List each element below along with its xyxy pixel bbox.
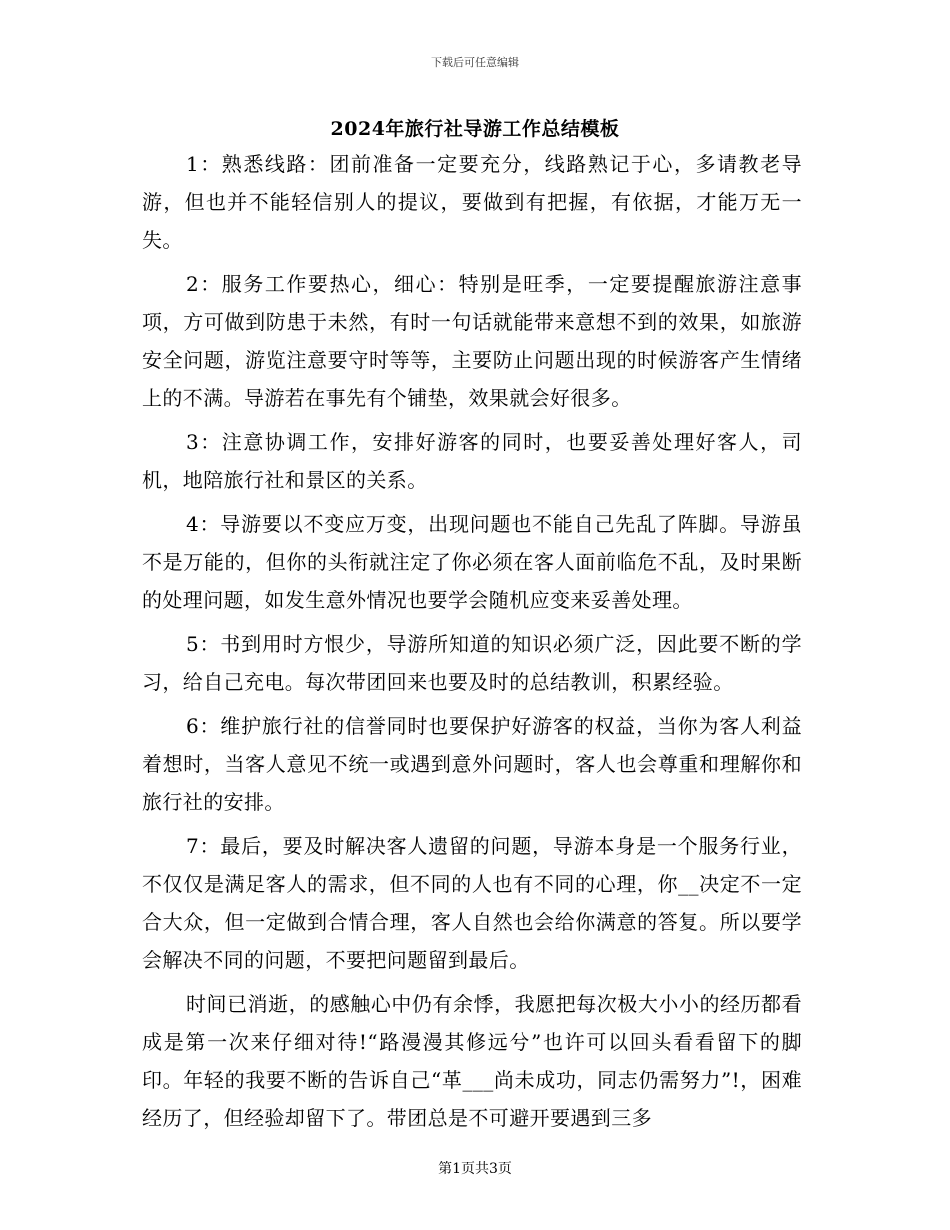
paragraph-8: 时间已消逝，的感触心中仍有余悸，我愿把每次极大小小的经历都看成是第一次来仔细对待!“路漫漫其修远兮”也许可以回头看看留下的脚印。年轻的我要不断的告诉自己“革___尚未成功，同志仍需努力”!，困难经历了，但经验却留下了。带团总是不可避开要遇到三多 <box>142 992 802 1130</box>
document-body <box>142 145 802 1137</box>
paragraph-7: 7：最后，要及时解决客人遗留的问题，导游本身是一个服务行业，不仅仅是满足客人的需求，但不同的人也有不同的心理，你__决定不一定合大众，但一定做到合情合理，客人自然也会给你满意的答复。所以要学会解决不同的问题，不要把问题留到最后。 <box>142 834 802 972</box>
paragraph-5: 5：书到用时方恨少，导游所知道的知识必须广泛，因此要不断的学习，给自己充电。每次带团回来也要及时的总结教训，积累经验。 <box>142 632 802 694</box>
paragraph-1: 1：熟悉线路：团前准备一定要充分，线路熟记于心，多请教老导游，但也并不能轻信别人的提议，要做到有把握，有依据，才能万无一失。 <box>142 152 802 252</box>
page-header-note: 下载后可任意编辑 <box>431 56 519 69</box>
document-title: 2024年旅行社导游工作总结模板 <box>330 118 620 140</box>
paragraph-2: 2：服务工作要热心，细心：特别是旺季，一定要提醒旅游注意事项，方可做到防患于未然，有时一句话就能带来意想不到的效果，如旅游安全问题，游览注意要守时等等，主要防止问题出现的时候游客产生情绪上的不满。导游若在事先有个铺垫，效果就会好很多。 <box>142 272 802 410</box>
paragraph-4: 4：导游要以不变应万变，出现问题也不能自己先乱了阵脚。导游虽不是万能的，但你的头衔就注定了你必须在客人面前临危不乱，及时果断的处理问题，如发生意外情况也要学会随机应变来妥善处理。 <box>142 512 802 612</box>
page-footer: 第1页共3页 <box>438 1161 512 1177</box>
paragraph-6: 6：维护旅行社的信誉同时也要保护好游客的权益，当你为客人利益着想时，当客人意见不统一或遇到意外问题时，客人也会尊重和理解你和旅行社的安排。 <box>142 714 802 814</box>
paragraph-3: 3：注意协调工作，安排好游客的同时，也要妥善处理好客人，司机，地陪旅行社和景区的关系。 <box>142 430 802 492</box>
